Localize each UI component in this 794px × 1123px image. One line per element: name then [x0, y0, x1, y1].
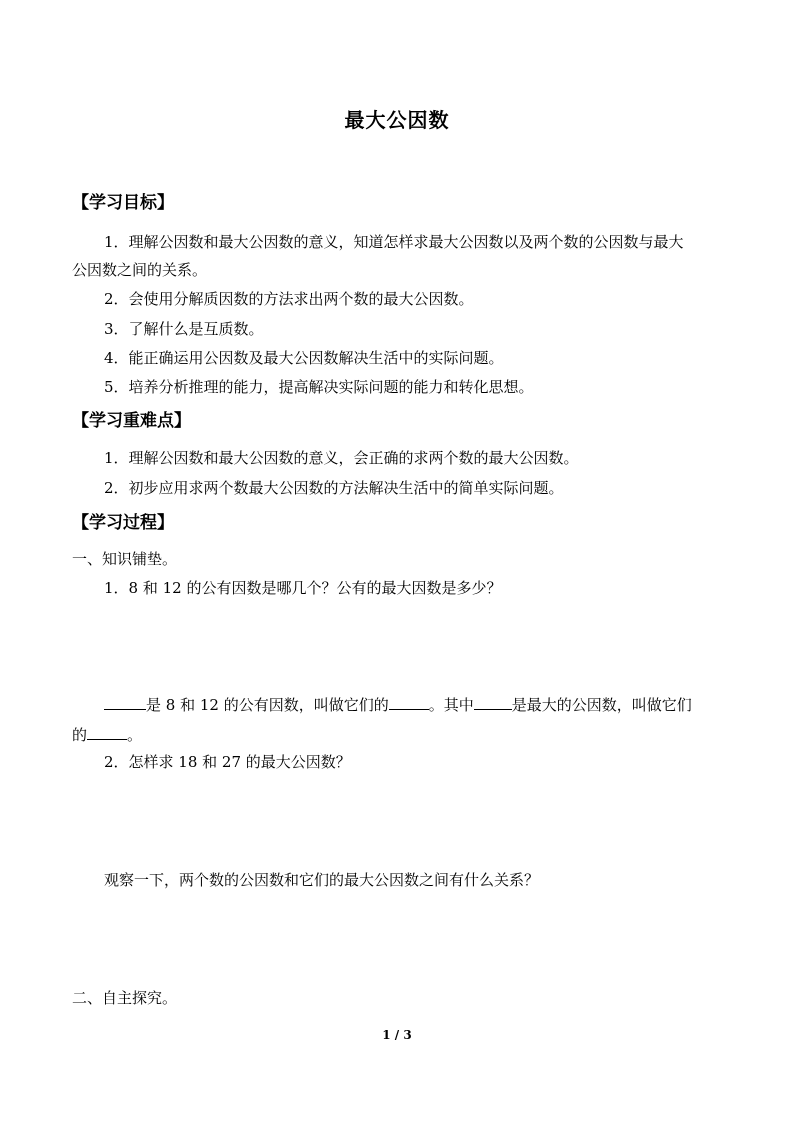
key-point-item-2: 2．初步应用求两个数最大公因数的方法解决生活中的简单实际问题。	[104, 479, 564, 497]
goal-item-3: 3．了解什么是互质数。	[104, 320, 264, 338]
fill-text-a: 是 8 和 12 的公有因数，叫做它们的	[146, 696, 389, 714]
answer-blank[interactable]	[104, 694, 146, 710]
fill-text-c: 是最大的公因数，叫做它们	[511, 696, 692, 714]
key-point-item-1: 1．理解公因数和最大公因数的意义，会正确的求两个数的最大公因数。	[104, 449, 579, 467]
fill-in-line-2	[72, 724, 142, 745]
question-1: 1．8 和 12 的公有因数是哪几个？公有的最大因数是多少？	[104, 579, 502, 597]
fill-text-b: 。其中	[428, 696, 474, 714]
goal-item-2: 2．会使用分解质因数的方法求出两个数的最大公因数。	[104, 290, 474, 308]
goal-item-1-cont: 公因数之间的关系。	[72, 261, 208, 279]
goal-item-4: 4．能正确运用公因数及最大公因数解决生活中的实际问题。	[104, 349, 504, 367]
fill-text-e: 。	[127, 726, 143, 744]
fill-in-line-1	[104, 694, 692, 715]
goal-item-5: 5．培养分析推理的能力，提高解决实际问题的能力和转化思想。	[104, 378, 534, 396]
answer-blank[interactable]	[474, 694, 512, 710]
answer-blank[interactable]	[389, 694, 429, 710]
section-heading-key-points: 【学习重难点】	[72, 411, 191, 431]
section-heading-goals: 【学习目标】	[72, 193, 174, 213]
part2-title: 二、自主探究。	[72, 989, 178, 1007]
answer-blank[interactable]	[87, 724, 127, 740]
question-2: 2．怎样求 18 和 27 的最大公因数？	[104, 753, 351, 771]
fill-text-d: 的	[72, 726, 88, 744]
observe-question: 观察一下，两个数的公因数和它们的最大公因数之间有什么关系？	[104, 871, 540, 889]
page-number: 1 / 3	[382, 1028, 412, 1042]
section-heading-process: 【学习过程】	[72, 513, 174, 533]
goal-item-1: 1．理解公因数和最大公因数的意义，知道怎样求最大公因数以及两个数的公因数与最大	[104, 233, 684, 251]
page-title: 最大公因数	[344, 108, 450, 132]
part1-title: 一、知识铺垫。	[72, 550, 178, 568]
